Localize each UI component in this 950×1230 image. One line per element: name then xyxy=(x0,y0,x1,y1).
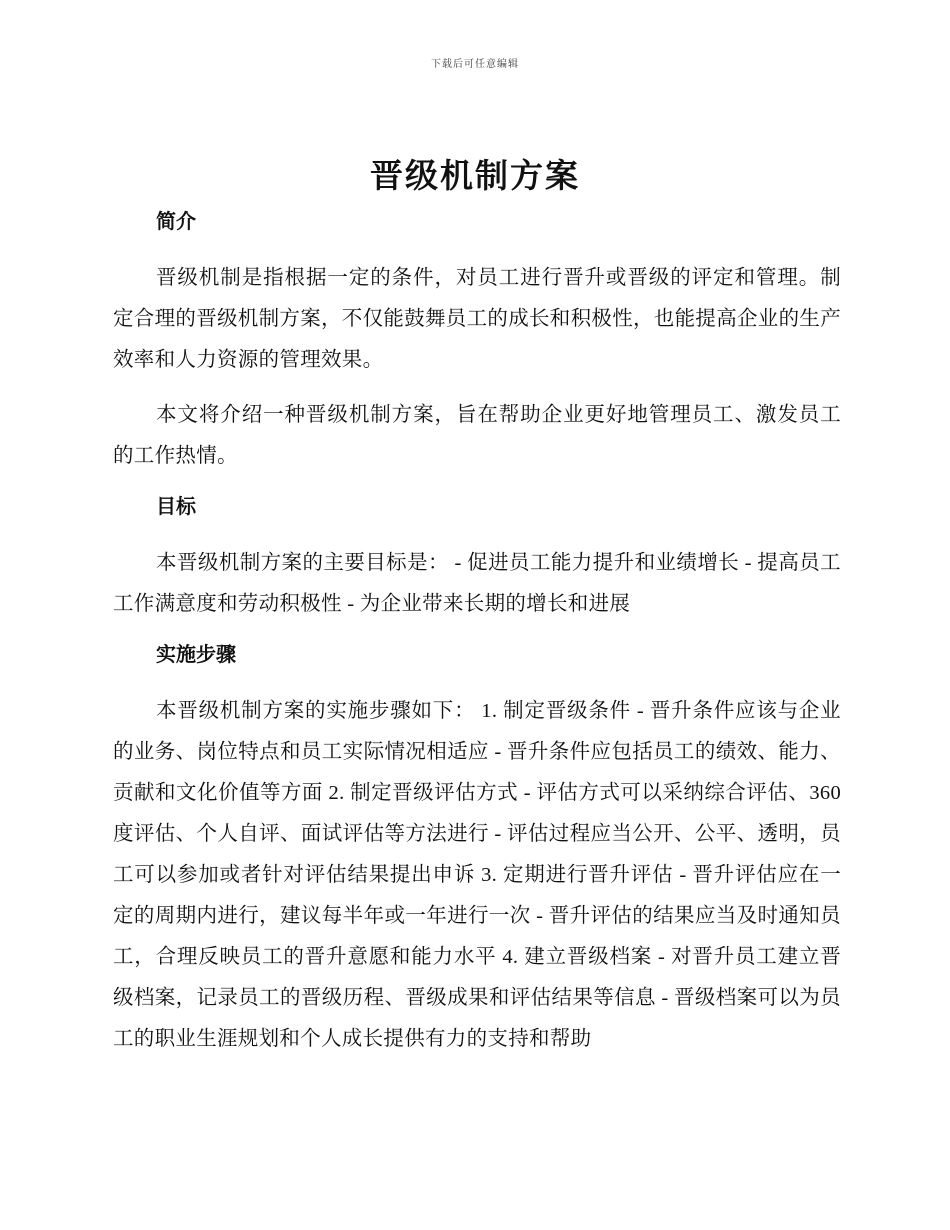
section-heading-intro: 简介 xyxy=(156,209,196,233)
document-title: 晋级机制方案 xyxy=(370,156,580,195)
header-note: 下载后可任意编辑 xyxy=(431,59,519,70)
paragraph: 本晋级机制方案的实施步骤如下： 1. 制定晋级条件 - 晋升条件应该与企业的业务、岗位特点和员工实际情况相适应 - 晋升条件应包括员工的绩效、能力、贡献和文化价值等方面 2. 制定晋级评估方式 - 评估方式可以采纳综合评估、360度评估、个人自评、面试评估等方法进行 - 评估过程应当公开、公平、透明，员工可以参加或者针对评估结果提出申诉 3. 定期进行晋升评估 - 晋升评估应在一定的周期内进行，建议每半年或一年进行一次 - 晋升评估的结果应当及时通知员工，合理反映员工的晋升意愿和能力水平 4. 建立晋级档案 - 对晋升员工建立晋级档案，记录员工的晋级历程、晋级成果和评估结果等信息 - 晋级档案可以为员工的职业生涯规划和个人成长提供有力的支持和帮助 xyxy=(113,700,841,1050)
section-goals xyxy=(113,491,841,625)
document-body xyxy=(113,200,841,1074)
section-heading-goals: 目标 xyxy=(156,494,196,518)
section-steps xyxy=(113,639,841,1060)
paragraph: 本文将介绍一种晋级机制方案，旨在帮助企业更好地管理员工、激发员工的工作热情。 xyxy=(113,404,841,467)
paragraph: 晋级机制是指根据一定的条件，对员工进行晋升或晋级的评定和管理。制定合理的晋级机制方案，不仅能鼓舞员工的成长和积极性，也能提高企业的生产效率和人力资源的管理效果。 xyxy=(113,267,841,371)
paragraph: 本晋级机制方案的主要目标是： - 促进员工能力提升和业绩增长 - 提高员工工作满意度和劳动积极性 - 为企业带来长期的增长和进展 xyxy=(113,552,841,615)
section-intro xyxy=(113,206,841,477)
section-heading-steps: 实施步骤 xyxy=(156,642,236,666)
